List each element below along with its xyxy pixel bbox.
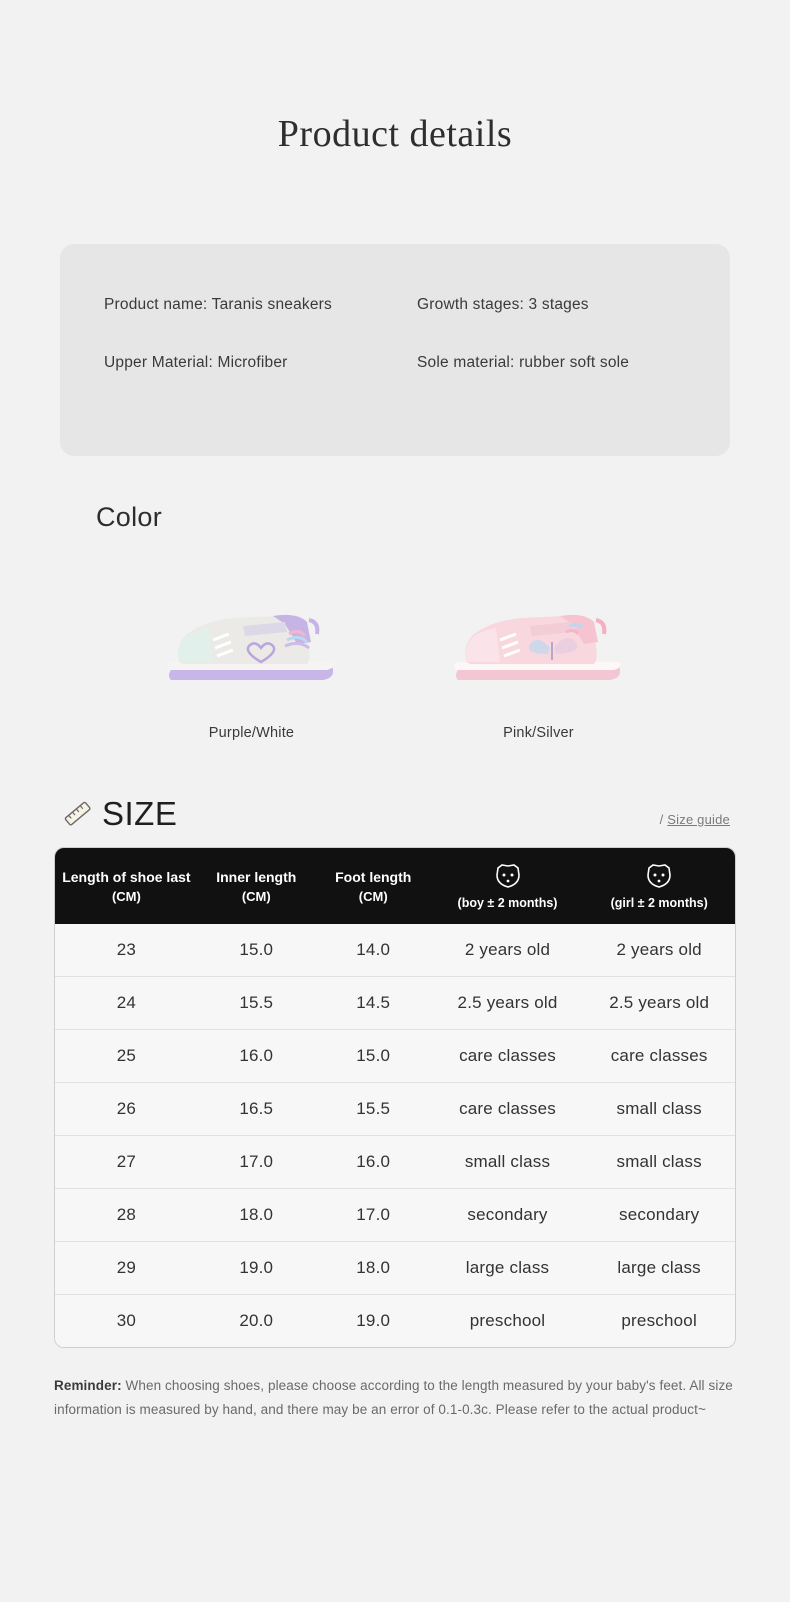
reminder-text: When choosing shoes, please choose according to the length measured by your baby's feet. All size information is measured by hand, and there may be an error of 0.1-0.3c. Please refer to the actual product~ [54,1378,733,1417]
header-main-text: Inner length [216,869,297,886]
spec-upper-material: Upper Material: Microfiber [104,354,288,371]
color-option-label: Pink/Silver [503,725,574,741]
table-row [55,924,735,977]
size-table-container [54,847,736,1348]
baby-face-icon [491,862,525,892]
spec-product-name: Product name: Taranis sneakers [104,296,332,313]
color-option-pink-silver[interactable] [436,585,641,741]
size-guide-prefix: / [659,812,668,827]
cell-shoe-last: 23 [55,924,198,977]
cell-inner-length: 15.0 [198,924,315,977]
cell-shoe-last: 26 [55,1083,198,1136]
cell-foot-length: 16.0 [315,1136,432,1189]
cell-inner-length: 19.0 [198,1242,315,1295]
size-table-header-row [55,848,735,924]
size-table [55,848,735,1347]
table-row [55,1030,735,1083]
cell-foot-length: 18.0 [315,1242,432,1295]
size-section-title: SIZE [102,795,178,832]
cell-girl-age: small class [583,1083,735,1136]
cell-girl-age: large class [583,1242,735,1295]
cell-foot-length: 14.0 [315,924,432,977]
header-girl-age [583,848,735,924]
cell-boy-age: 2 years old [432,924,584,977]
cell-shoe-last: 30 [55,1295,198,1348]
page-title: Product details [277,113,513,155]
baby-face-icon [642,862,676,892]
cell-foot-length: 15.0 [315,1030,432,1083]
cell-inner-length: 20.0 [198,1295,315,1348]
header-unit-text: (CM) [111,888,141,904]
cell-girl-age: 2.5 years old [583,977,735,1030]
cell-girl-age: small class [583,1136,735,1189]
header-sub-text: (boy ± 2 months) [457,896,558,910]
cell-boy-age: care classes [432,1083,584,1136]
header-foot-length [315,848,432,924]
product-spec-panel [60,244,730,456]
shoe-image-purple-white [149,585,354,695]
cell-shoe-last: 29 [55,1242,198,1295]
table-row [55,1295,735,1348]
sneaker-pink-silver-icon [444,590,634,695]
cell-foot-length: 19.0 [315,1295,432,1348]
cell-shoe-last: 28 [55,1189,198,1242]
size-section-header [0,795,790,833]
table-row [55,1189,735,1242]
color-option-label: Purple/White [208,725,295,741]
cell-shoe-last: 24 [55,977,198,1030]
header-boy-age [432,848,584,924]
header-inner-length [198,848,315,924]
header-sub-text: (girl ± 2 months) [610,896,708,910]
cell-girl-age: secondary [583,1189,735,1242]
cell-inner-length: 18.0 [198,1189,315,1242]
size-table-head [55,848,735,924]
color-option-purple-white[interactable] [149,585,354,741]
size-guide-label: Size guide [667,812,730,827]
cell-shoe-last: 25 [55,1030,198,1083]
size-table-body [55,924,735,1347]
cell-inner-length: 16.0 [198,1030,315,1083]
cell-boy-age: large class [432,1242,584,1295]
shoe-image-pink-silver [436,585,641,695]
cell-inner-length: 16.5 [198,1083,315,1136]
table-row [55,1242,735,1295]
cell-foot-length: 17.0 [315,1189,432,1242]
cell-girl-age: 2 years old [583,924,735,977]
color-section-heading: Color [96,502,163,532]
cell-shoe-last: 27 [55,1136,198,1189]
header-shoe-last [55,848,198,924]
cell-boy-age: small class [432,1136,584,1189]
spec-sole-material: Sole material: rubber soft sole [417,354,630,371]
cell-boy-age: care classes [432,1030,584,1083]
cell-girl-age: preschool [583,1295,735,1348]
reminder-note [54,1374,736,1421]
cell-inner-length: 17.0 [198,1136,315,1189]
table-row [55,1083,735,1136]
header-unit-text: (CM) [241,888,271,904]
size-guide-link[interactable] [660,812,730,833]
color-options-row [0,585,790,741]
table-row [55,977,735,1030]
spec-growth-stages: Growth stages: 3 stages [417,296,589,313]
header-main-text: Length of shoe last [62,869,191,886]
cell-boy-age: preschool [432,1295,584,1348]
reminder-label: Reminder: [54,1378,122,1394]
ruler-icon [62,798,94,830]
cell-girl-age: care classes [583,1030,735,1083]
product-spec-grid [104,296,686,372]
cell-inner-length: 15.5 [198,977,315,1030]
cell-boy-age: secondary [432,1189,584,1242]
header-unit-text: (CM) [358,888,388,904]
cell-foot-length: 14.5 [315,977,432,1030]
sneaker-purple-white-icon [157,590,347,695]
table-row [55,1136,735,1189]
header-main-text: Foot length [335,869,412,886]
cell-boy-age: 2.5 years old [432,977,584,1030]
cell-foot-length: 15.5 [315,1083,432,1136]
